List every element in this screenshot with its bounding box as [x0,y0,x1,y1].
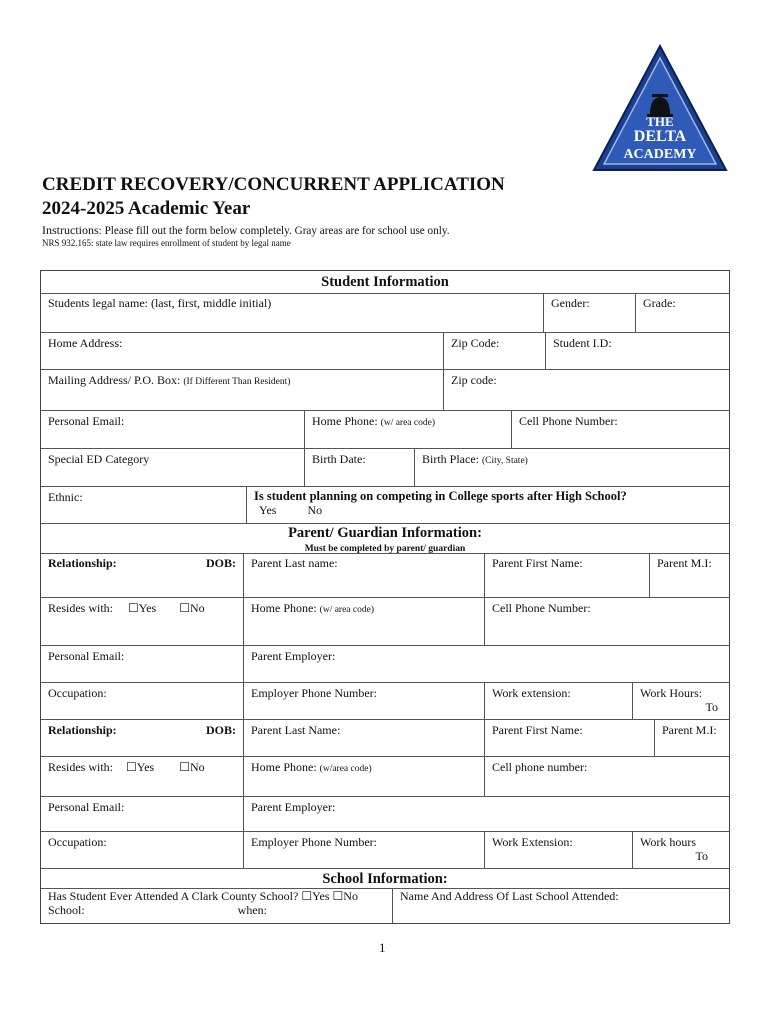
g2-relationship-label: Relationship: [48,723,117,737]
g1-occupation-field[interactable] [41,683,244,720]
birth-place-note: (City, State) [482,456,528,466]
g2-email-field[interactable] [41,797,244,832]
g2-email-label: Personal Email: [48,800,125,814]
page-title: CREDIT RECOVERY/CONCURRENT APPLICATION [42,174,505,195]
birth-date-label: Birth Date: [312,452,366,466]
g1-dob-label: DOB: [206,556,236,570]
school-label: School: [48,903,85,917]
g2-resides-yes-checkbox[interactable]: ☐Yes [126,760,155,774]
legal-name-label: Students legal name: (last, first, middle initial) [48,296,272,310]
g2-mi-label: Parent M.I: [662,723,717,737]
cell-phone-label: Cell Phone Number: [519,414,618,428]
g2-home-phone-label: Home Phone: [251,760,320,774]
logo-text-the: THE [646,114,674,129]
attended-ccsd-no-checkbox[interactable]: ☐No [332,889,358,903]
g2-work-hours-to: To [695,849,708,863]
g2-last-name-label: Parent Last Name: [251,723,341,737]
last-school-field[interactable] [393,888,729,923]
mailing-address-field[interactable] [41,370,444,411]
mailing-address-note: (If Different Than Resident) [183,377,291,387]
sports-question-field [247,487,729,524]
logo-text-delta: DELTA [633,128,687,145]
ethnic-label: Ethnic: [48,490,83,504]
g1-resides-label: Resides with: [48,601,113,615]
gender-label: Gender: [551,296,590,310]
attended-ccsd-field [41,888,393,923]
mailing-zip-field[interactable] [444,370,729,411]
mailing-zip-label: Zip code: [451,373,497,387]
last-school-label: Name And Address Of Last School Attended: [400,889,619,903]
zip-code-label: Zip Code: [451,336,500,350]
g2-employer-phone-label: Employer Phone Number: [251,835,377,849]
student-id-field[interactable] [546,333,729,370]
sports-yes-option[interactable]: Yes [259,503,277,517]
birth-place-label: Birth Place: [422,452,482,466]
g1-work-hours-field[interactable] [633,683,729,720]
g1-employer-field[interactable] [244,646,729,683]
personal-email-label: Personal Email: [48,414,125,428]
g2-first-name-field[interactable] [485,720,655,757]
student-id-label: Student I.D: [553,336,612,350]
g1-email-field[interactable] [41,646,244,683]
page-number: 1 [379,940,386,955]
home-phone-label: Home Phone: [312,414,381,428]
g1-home-phone-label: Home Phone: [251,601,320,615]
personal-email-field[interactable] [41,411,305,449]
g1-mi-field[interactable] [650,553,729,598]
academic-year-title: 2024-2025 Academic Year [42,198,251,219]
special-ed-label: Special ED Category [48,452,150,466]
g1-employer-phone-label: Employer Phone Number: [251,686,377,700]
attended-ccsd-question: Has Student Ever Attended A Clark County School? [48,889,302,903]
birth-date-field[interactable] [305,449,415,487]
zip-code-field[interactable] [444,333,546,370]
g1-employer-phone-field[interactable] [244,683,485,720]
student-section-heading: Student Information [321,274,449,290]
special-ed-field[interactable] [41,449,305,487]
g2-home-phone-note: (w/area code) [319,764,372,774]
g1-last-name-label: Parent Last name: [251,556,338,570]
g1-employer-label: Parent Employer: [251,649,336,663]
g2-resides-no-checkbox[interactable]: ☐No [179,760,205,774]
nrs-note: NRS 932.165: state law requires enrollment of student by legal name [42,238,291,248]
guardian-section-heading: Parent/ Guardian Information: [288,525,482,541]
g2-last-name-field[interactable] [244,720,485,757]
g2-work-hours-label: Work hours [640,835,697,849]
sports-question: Is student planning on competing in College sports after High School? [254,489,627,503]
g1-email-label: Personal Email: [48,649,125,663]
g1-work-ext-label: Work extension: [492,686,571,700]
g2-first-name-label: Parent First Name: [492,723,583,737]
delta-academy-logo [590,44,730,172]
g2-occupation-label: Occupation: [48,835,107,849]
g1-occupation-label: Occupation: [48,686,107,700]
cell-phone-field[interactable] [512,411,729,449]
sports-no-option[interactable]: No [307,503,323,517]
home-address-label: Home Address: [48,336,123,350]
g1-home-phone-note: (w/ area code) [319,605,374,615]
g1-work-ext-field[interactable] [485,683,633,720]
g2-home-phone-field[interactable] [244,757,485,797]
g1-first-name-field[interactable] [485,553,650,598]
g1-cell-phone-field[interactable] [485,598,729,646]
g1-last-name-field[interactable] [244,553,485,598]
g2-cell-phone-field[interactable] [485,757,729,797]
g2-mi-field[interactable] [655,720,729,757]
guardian-subheading: Must be completed by parent/ guardian [304,544,466,554]
g2-occupation-field[interactable] [41,832,244,869]
g2-employer-field[interactable] [244,797,729,832]
g2-resides-field [41,757,244,797]
instructions [42,223,450,238]
home-phone-field[interactable] [305,411,512,449]
gender-field[interactable] [544,293,636,333]
g2-dob-label: DOB: [206,723,236,737]
grade-field[interactable] [636,293,729,333]
g1-work-hours-to: To [705,700,718,714]
g1-cell-phone-label: Cell Phone Number: [492,601,591,615]
g1-mi-label: Parent M.I: [657,556,712,570]
g2-employer-label: Parent Employer: [251,800,336,814]
ethnic-field[interactable] [41,487,247,524]
g2-work-hours-field[interactable] [633,832,729,869]
instructions-lead: Instructions [42,223,99,237]
g1-home-phone-field[interactable] [244,598,485,646]
g2-work-ext-field[interactable] [485,832,633,869]
instructions-text: : Please fill out the form below completely. Gray areas are for school use only. [98,225,450,237]
g1-resides-no-checkbox[interactable]: ☐No [179,601,205,615]
logo-text-academy: ACADEMY [623,147,697,162]
g2-resides-label: Resides with: [48,760,113,774]
birth-place-field[interactable] [415,449,729,487]
g2-cell-phone-label: Cell phone number: [492,760,588,774]
home-address-field[interactable] [41,333,444,370]
g1-work-hours-label: Work Hours: [640,686,703,700]
g1-resides-field [41,598,244,646]
school-section-heading: School Information: [322,871,448,887]
g1-first-name-label: Parent First Name: [492,556,583,570]
application-form [40,270,730,924]
grade-label: Grade: [643,296,676,310]
attended-ccsd-yes-checkbox[interactable]: ☐Yes [301,889,330,903]
home-phone-note: (w/ area code) [380,418,435,428]
legal-name-field[interactable] [41,293,544,333]
when-label: when: [237,903,267,917]
g1-resides-yes-checkbox[interactable]: ☐Yes [128,601,157,615]
mailing-address-label: Mailing Address/ P.O. Box: [48,373,184,387]
g1-relationship-label: Relationship: [48,556,117,570]
g1-relationship-field[interactable] [41,553,244,598]
g2-employer-phone-field[interactable] [244,832,485,869]
g2-work-ext-label: Work Extension: [492,835,573,849]
g2-relationship-field[interactable] [41,720,244,757]
